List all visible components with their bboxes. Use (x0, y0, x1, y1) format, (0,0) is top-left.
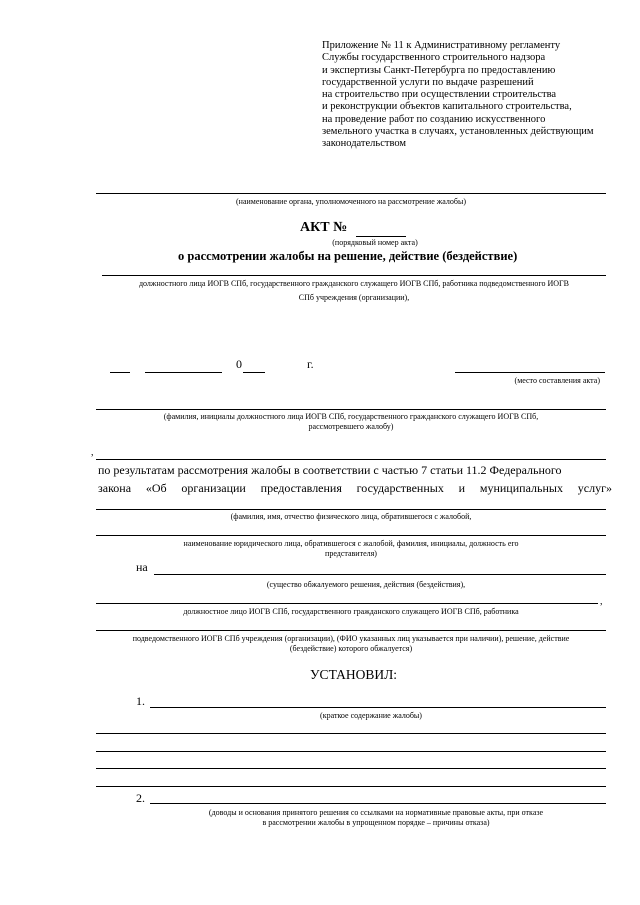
header-line: государственной услуги по выдаче разрешений (322, 76, 534, 88)
date-year-field[interactable] (243, 372, 265, 373)
date-day-field[interactable] (110, 372, 130, 373)
decision-caption: (существо обжалуемого решения, действия (бездействия), (266, 580, 466, 589)
comma-mark-2: , (600, 596, 603, 607)
legal-entity-caption-cont: представителя) (325, 549, 377, 558)
header-line: на строительство при осуществлении строительства (322, 89, 557, 101)
header-line: законодательством (322, 138, 407, 150)
official-2-field[interactable] (96, 603, 598, 604)
reviewer-caption-cont: рассмотревшего жалобу) (308, 422, 394, 431)
summary-caption: (краткое содержание жалобы) (320, 711, 422, 720)
on-word: на (136, 560, 148, 574)
applicant-caption: (фамилия, имя, отчество физического лица, обратившегося с жалобой, (230, 512, 472, 521)
official-2-caption: должностное лицо ИОГВ СПб, государственного гражданского служащего ИОГВ СПб, работника (183, 607, 519, 616)
reviewer-field[interactable] (96, 409, 606, 410)
official-caption: должностного лица ИОГВ СПб, государственного гражданского служащего ИОГВ СПб, работника подведомственного ИОГВ (138, 279, 570, 288)
decision-field[interactable] (154, 574, 606, 575)
header-line: и реконструкции объектов капитального строительства, (322, 101, 572, 113)
summary-field[interactable] (150, 707, 606, 708)
legal-entity-field[interactable] (96, 535, 606, 536)
basis-text-line-2: закона «Об организации предоставления государственных и муниципальных услуг» (98, 481, 612, 495)
header-line: на проведение работ по созданию искусственного (322, 113, 546, 125)
reasons-caption-cont: в рассмотрении жалобы в упрощенном порядке – причины отказа) (262, 818, 490, 827)
place-caption: (место составления акта) (514, 376, 600, 385)
date-month-field[interactable] (145, 372, 222, 373)
item-1-number: 1. (136, 694, 145, 708)
applicant-field[interactable] (96, 509, 606, 510)
official-3-caption-cont: (бездействие) которого обжалуется) (289, 644, 413, 653)
established-heading: УСТАНОВИЛ: (310, 667, 398, 682)
comma-field[interactable] (96, 459, 606, 460)
official-3-field[interactable] (96, 630, 606, 631)
reasons-field[interactable] (150, 803, 606, 804)
reasons-caption: (доводы и основания принятого решения со ссылками на нормативные правовые акты, при отказе (208, 808, 544, 817)
basis-text-line-1: по результатам рассмотрения жалобы в соответствии с частью 7 статьи 11.2 Федерального (98, 463, 562, 477)
header-line: Приложение № 11 к Административному регламенту (322, 40, 561, 51)
header-line: земельного участка в случаях, установленных действующим (322, 126, 594, 138)
legal-entity-caption: наименование юридического лица, обратившегося с жалобой, фамилия, инициалы, должность его (183, 539, 519, 548)
header-line: и экспертизы Санкт-Петербурга по предоставлению (322, 64, 556, 76)
summary-line-4[interactable] (96, 768, 606, 769)
organ-field[interactable] (96, 193, 606, 194)
official-caption-cont: СПб учреждения (организации), (298, 293, 410, 302)
official-3-caption: подведомственного ИОГВ СПб учреждения (организации), (ФИО указанных лиц указывается при наличии), решение, действие (132, 634, 570, 643)
item-2-number: 2. (136, 791, 145, 805)
appendix-header (322, 40, 622, 151)
summary-line-5[interactable] (96, 786, 606, 787)
reviewer-caption: (фамилия, инициалы должностного лица ИОГВ СПб, государственного гражданского служащего ИОГВ СПб, (163, 412, 539, 421)
official-field[interactable] (102, 275, 606, 276)
act-subject: о рассмотрении жалобы на решение, действие (бездействие) (178, 249, 518, 263)
act-number-field[interactable] (356, 236, 406, 237)
date-year-mark: г. (307, 357, 314, 371)
summary-line-3[interactable] (96, 751, 606, 752)
summary-line-2[interactable] (96, 733, 606, 734)
act-number-caption: (порядковый номер акта) (332, 238, 418, 247)
act-title: АКТ № (300, 220, 348, 235)
date-zero: 0 (236, 357, 242, 371)
place-field[interactable] (455, 372, 605, 373)
organ-caption: (наименование органа, уполномоченного на рассмотрение жалобы) (236, 197, 466, 206)
comma-mark: , (91, 447, 94, 458)
header-line: Службы государственного строительного надзора (322, 52, 546, 64)
